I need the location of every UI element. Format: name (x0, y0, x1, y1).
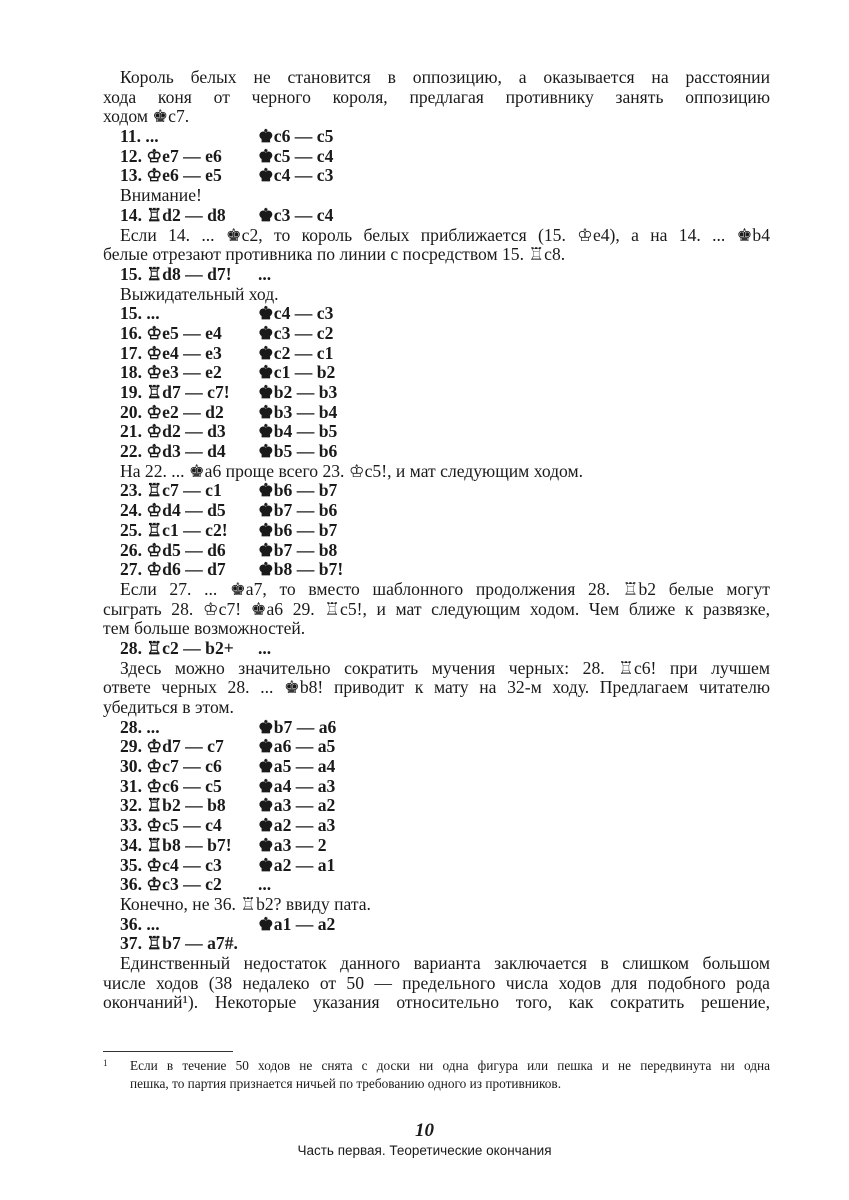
move-line (103, 521, 770, 541)
move-line (103, 166, 770, 186)
move-line (103, 481, 770, 501)
black-move: ♚b7 — b6 (258, 500, 338, 521)
move-line (103, 541, 770, 561)
comment-line: Конечно, не 36. ♖b2? ввиду пата. (120, 893, 371, 914)
white-move: 25. ♖c1 — c2! (120, 519, 228, 540)
black-move: ... (258, 263, 272, 284)
move-line (103, 304, 770, 324)
comment-line: Выжидательный ход. (120, 283, 279, 304)
move-line (103, 915, 770, 935)
move-line (103, 363, 770, 383)
white-move: 18. ♔e3 — e2 (120, 362, 222, 383)
black-move: ♚a5 — a4 (258, 756, 336, 777)
white-move: 35. ♔c4 — c3 (120, 854, 222, 875)
footnote-divider (103, 1051, 233, 1052)
move-line (103, 737, 770, 757)
white-move: 15. ... (120, 303, 160, 324)
paragraph-line: сыграть 28. ♔c7! ♚a6 29. ♖c5!, и мат следующим ходом. Чем ближе к развязке, (103, 598, 770, 619)
move-line (103, 344, 770, 364)
white-move: 21. ♔d2 — d3 (120, 421, 226, 442)
move-line (103, 796, 770, 816)
move-line (103, 816, 770, 836)
white-move: 27. ♔d6 — d7 (120, 559, 226, 580)
move-line (103, 560, 770, 580)
move-line (103, 639, 770, 659)
move-line (103, 442, 770, 462)
paragraph (103, 226, 770, 265)
page-number: 10 (415, 1120, 434, 1141)
paragraph (103, 659, 770, 718)
footnote-line: Если в течение 50 ходов не снята с доски ни одна фигура или пешка и не передвинута ни одна (130, 1058, 770, 1073)
white-move: 32. ♖b2 — b8 (120, 795, 226, 816)
move-line (103, 501, 770, 521)
move-line (103, 757, 770, 777)
paragraph (103, 954, 770, 1013)
white-move: 20. ♔e2 — d2 (120, 401, 224, 422)
paragraph (103, 68, 770, 127)
black-move: ♚c3 — c4 (258, 204, 334, 225)
black-move: ... (258, 874, 272, 895)
white-move: 12. ♔e7 — e6 (120, 145, 222, 166)
move-line (103, 147, 770, 167)
white-move: 30. ♔c7 — c6 (120, 756, 222, 777)
paragraph (103, 580, 770, 639)
white-move: 36. ♔c3 — c2 (120, 874, 222, 895)
white-move: 24. ♔d4 — d5 (120, 500, 226, 521)
black-move: ♚b4 — b5 (258, 421, 338, 442)
move-line (103, 265, 770, 285)
comment-line: Внимание! (120, 185, 202, 206)
move-line (103, 324, 770, 344)
move-line (103, 777, 770, 797)
black-move: ♚b5 — b6 (258, 441, 338, 462)
black-move: ... (258, 637, 272, 658)
black-move: ♚c3 — c2 (258, 322, 334, 343)
black-move: ♚b2 — b3 (258, 382, 338, 402)
black-move: ♚c2 — c1 (258, 342, 334, 363)
paragraph-line: числе ходов (38 недалеко от 50 — предельного числа ходов для подобного рода (103, 972, 770, 993)
white-move: 11. ... (120, 126, 159, 147)
black-move: ♚c4 — c3 (258, 303, 334, 324)
black-move: ♚b7 — b8 (258, 539, 338, 560)
move-line (103, 836, 770, 856)
paragraph-line: Если 14. ... ♚c2, то король белых приближается (15. ♔e4), а на 14. ... ♚b4 (120, 224, 770, 245)
white-move: 19. ♖d7 — c7! (120, 382, 230, 402)
white-move: 34. ♖b8 — b7! (120, 834, 232, 855)
black-move: ♚c4 — c3 (258, 165, 334, 186)
paragraph-line: тем больше возможностей. (103, 618, 306, 639)
footnote (103, 1057, 770, 1093)
black-move: ♚a1 — a2 (258, 913, 336, 934)
white-move: 16. ♔e5 — e4 (120, 322, 222, 343)
paragraph-line: Если 27. ... ♚a7, то вместо шаблонного продолжения 28. ♖b2 белые могут (120, 578, 770, 599)
paragraph-line: Здесь можно значительно сократить мучения черных: 28. ♖c6! при лучшем (120, 657, 770, 678)
white-move: 17. ♔e4 — e3 (120, 342, 222, 363)
black-move: ♚a2 — a3 (258, 815, 336, 836)
white-move: 23. ♖c7 — c1 (120, 480, 222, 501)
black-move: ♚b8 — b7! (258, 559, 344, 580)
black-move: ♚b7 — a6 (258, 716, 337, 737)
paragraph-line: окончаний¹). Некоторые указания относительно того, как сократить решение, (103, 992, 770, 1013)
white-move: 31. ♔c6 — c5 (120, 775, 222, 796)
black-move: ♚c1 — b2 (258, 362, 336, 383)
footnote-line: пешка, то партия признается ничьей по требованию одного из противников. (130, 1076, 562, 1091)
paragraph-line: Король белых не становится в оппозицию, а оказывается на расстоянии (120, 67, 770, 87)
paragraph-line: Единственный недостаток данного варианта заключается в слишком большом (120, 952, 770, 973)
black-move: ♚c6 — c5 (258, 126, 334, 147)
black-move: ♚a3 — 2 (258, 834, 327, 855)
footnote-mark: 1 (103, 1058, 108, 1068)
white-move: 13. ♔e6 — e5 (120, 165, 222, 186)
move-line (103, 383, 770, 403)
white-move: 28. ♖c2 — b2+ (120, 637, 234, 658)
paragraph-line: ответе черных 28. ... ♚b8! приводит к мату на 32-м ходу. Предлагаем читателю (103, 677, 770, 698)
black-move: ♚a6 — a5 (258, 736, 336, 757)
white-move: 26. ♔d5 — d6 (120, 539, 226, 560)
move-line (103, 934, 770, 954)
white-move: 15. ♖d8 — d7! (120, 263, 232, 284)
running-footer: Часть первая. Теоретические окончания (297, 1143, 552, 1158)
move-line (103, 206, 770, 226)
black-move: ♚a4 — a3 (258, 775, 336, 796)
paragraph-line: ходом ♚c7. (103, 106, 190, 127)
black-move: ♚b3 — b4 (258, 401, 338, 422)
white-move: 37. ♖b7 — a7#. (120, 933, 238, 954)
black-move: ♚b6 — b7 (258, 480, 338, 501)
black-move: ♚a2 — a1 (258, 854, 336, 875)
white-move: 28. ... (120, 716, 160, 737)
black-move: ♚a3 — a2 (258, 795, 336, 816)
white-move: 22. ♔d3 — d4 (120, 441, 226, 462)
move-line (103, 422, 770, 442)
paragraph-line: белые отрезают противника по линии c посредством 15. ♖c8. (103, 244, 566, 265)
move-line (103, 718, 770, 738)
move-line (103, 856, 770, 876)
move-line (103, 403, 770, 423)
white-move: 29. ♔d7 — c7 (120, 736, 224, 757)
black-move: ♚b6 — b7 (258, 519, 338, 540)
black-move: ♚c5 — c4 (258, 145, 334, 166)
white-move: 36. ... (120, 913, 160, 934)
body-text (103, 68, 770, 1013)
move-line (103, 875, 770, 895)
white-move: 33. ♔c5 — c4 (120, 815, 222, 836)
paragraph-line: убедиться в этом. (103, 697, 234, 717)
white-move: 14. ♖d2 — d8 (120, 204, 226, 225)
comment-line: На 22. ... ♚a6 проще всего 23. ♔c5!, и мат следующим ходом. (120, 460, 584, 481)
paragraph-line: хода коня от черного короля, предлагая противнику занять оппозицию (103, 86, 770, 107)
move-line (103, 127, 770, 147)
